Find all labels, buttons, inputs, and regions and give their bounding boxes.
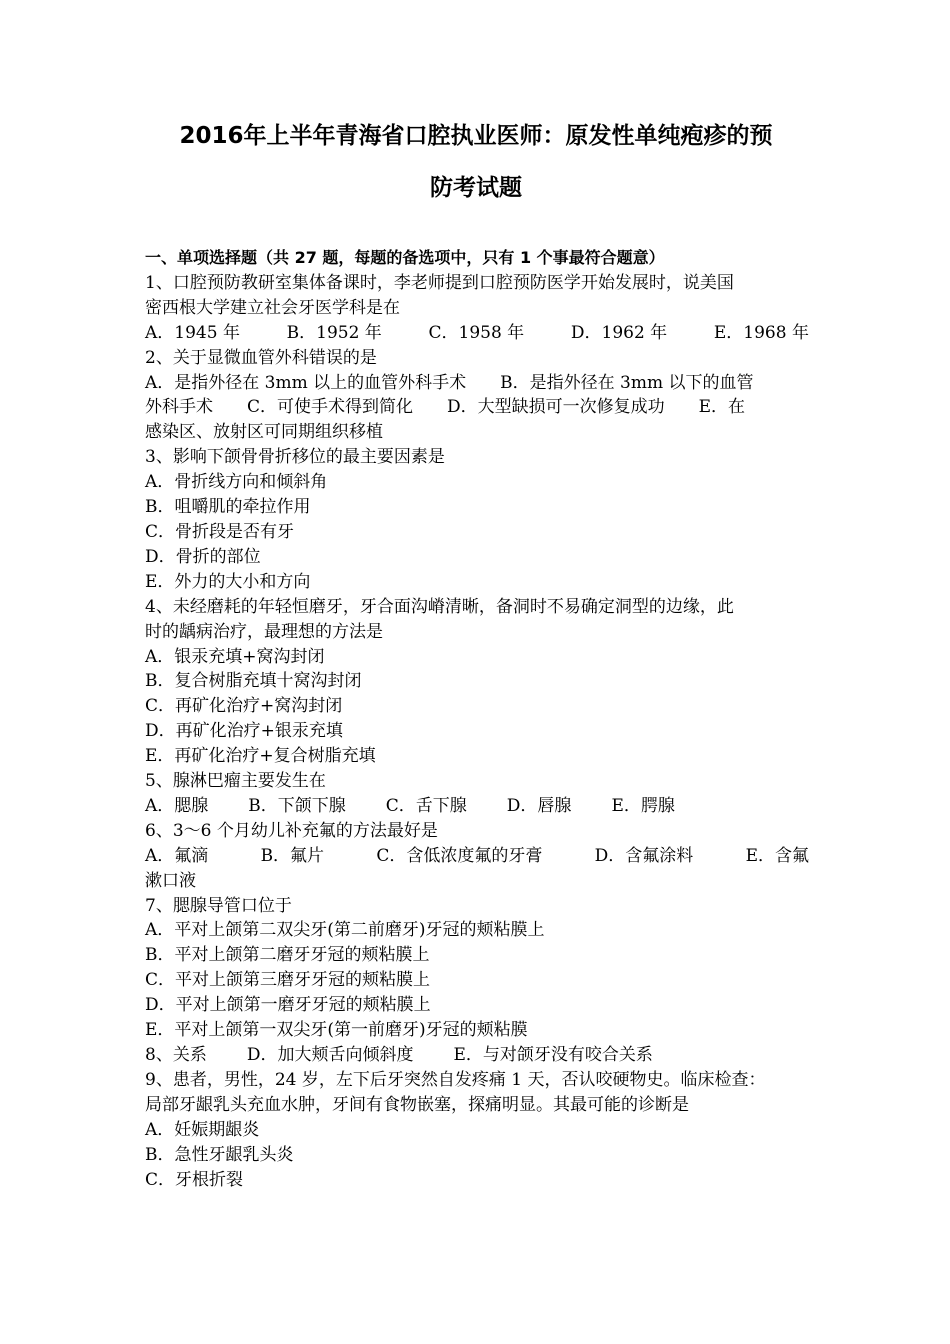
option-d: D．1962 年 (570, 322, 668, 343)
option-b: B．咀嚼肌的牵拉作用 (145, 497, 311, 518)
question-6-option-e-cont: 漱口液 (145, 870, 196, 891)
option-e: E．再矿化治疗+复合树脂充填 (145, 746, 376, 767)
option-a: A．氟滴 (145, 845, 209, 866)
option-a: A．银汞充填+窝沟封闭 (145, 646, 325, 667)
option-d: D．骨折的部位 (145, 546, 261, 567)
option-d: D．加大颊舌向倾斜度 (246, 1045, 414, 1065)
option-c: C．骨折段是否有牙 (145, 521, 295, 542)
question-5-options (145, 794, 809, 819)
option-e: E．与对颌牙没有咬合关系 (453, 1045, 653, 1065)
question-2-options-line-1: A．是指外径在 3mm 以上的血管外科手术 B．是指外径在 3mm 以下的血管 (145, 372, 754, 393)
option-d: D．平对上颌第一磨牙牙冠的颊粘膜上 (145, 995, 431, 1016)
question-9-stem: 9、患者，男性，24 岁，左下后牙突然自发疼痛 1 天，否认咬硬物史。临床检查： (145, 1069, 766, 1090)
option-a: A．骨折线方向和倾斜角 (145, 472, 328, 493)
question-6-options (145, 844, 809, 869)
question-4-stem-cont: 时的龋病治疗，最理想的方法是 (145, 621, 383, 642)
question-3-stem: 3、影响下颌骨骨折移位的最主要因素是 (145, 447, 445, 468)
option-a: A．腮腺 (145, 795, 209, 816)
question-4-stem: 4、未经磨耗的年轻恒磨牙，牙合面沟嵴清晰，备洞时不易确定洞型的边缘，此 (145, 596, 734, 617)
option-a: A．妊娠期龈炎 (145, 1119, 260, 1140)
option-e: E．平对上颌第一双尖牙(第一前磨牙)牙冠的颊粘膜 (145, 1020, 528, 1041)
question-1-stem-cont: 密西根大学建立社会牙医学科是在 (145, 297, 400, 318)
option-a: A．1945 年 (145, 322, 240, 343)
option-b: B．急性牙龈乳头炎 (145, 1144, 294, 1165)
question-6-stem: 6、3～6 个月幼儿补充氟的方法最好是 (145, 820, 438, 841)
option-d: D．唇腺 (506, 795, 572, 816)
option-a: A．平对上颌第二双尖牙(第二前磨牙)牙冠的颊粘膜上 (145, 920, 545, 941)
option-d: D．再矿化治疗+银汞充填 (145, 721, 343, 742)
document-body (145, 246, 809, 1192)
option-b: B．下颌下腺 (248, 795, 346, 816)
question-5-stem: 5、腺淋巴瘤主要发生在 (145, 771, 326, 792)
question-2-options-line-2: 外科手术 C．可使手术得到简化 D．大型缺损可一次修复成功 E．在 (145, 397, 746, 418)
option-b: B．1952 年 (286, 322, 382, 343)
question-1-stem: 1、口腔预防教研室集体备课时，李老师提到口腔预防医学开始发展时，说美国 (145, 272, 734, 293)
option-e: E．腭腺 (611, 795, 675, 816)
option-b: B．复合树脂充填十窝沟封闭 (145, 671, 362, 692)
question-7-stem: 7、腮腺导管口位于 (145, 895, 292, 916)
option-c: C．再矿化治疗+窝沟封闭 (145, 696, 343, 717)
question-9-stem-cont: 局部牙龈乳头充血水肿，牙间有食物嵌塞，探痛明显。其最可能的诊断是 (145, 1094, 689, 1115)
question-2-stem: 2、关于显微血管外科错误的是 (145, 347, 377, 368)
option-b: B．氟片 (260, 845, 325, 866)
document-title-line-1: 2016年上半年青海省口腔执业医师：原发性单纯疱疹的预 (179, 123, 773, 149)
question-1-options (145, 321, 809, 346)
option-e: E．1968 年 (713, 322, 809, 343)
section-heading: 一、单项选择题（共 27 题，每题的备选项中，只有 1 个事最符合题意） (145, 248, 665, 267)
option-d: D．含氟涂料 (594, 845, 694, 866)
option-c: C．舌下腺 (385, 795, 467, 816)
option-c: C．含低浓度氟的牙膏 (376, 845, 543, 866)
option-c: C．1958 年 (428, 322, 525, 343)
document-title-line-2: 防考试题 (430, 175, 522, 201)
option-c: C．牙根折裂 (145, 1169, 244, 1190)
question-2-options-line-3: 感染区、放射区可同期组织移植 (145, 422, 383, 443)
option-b: B．平对上颌第二磨牙牙冠的颊粘膜上 (145, 945, 430, 966)
question-8-line (145, 1043, 809, 1068)
option-e: E．含氟 (745, 845, 809, 866)
option-c: C．平对上颌第三磨牙牙冠的颊粘膜上 (145, 970, 431, 991)
option-e: E．外力的大小和方向 (145, 571, 311, 592)
question-8-stem: 8、关系 (145, 1045, 207, 1065)
